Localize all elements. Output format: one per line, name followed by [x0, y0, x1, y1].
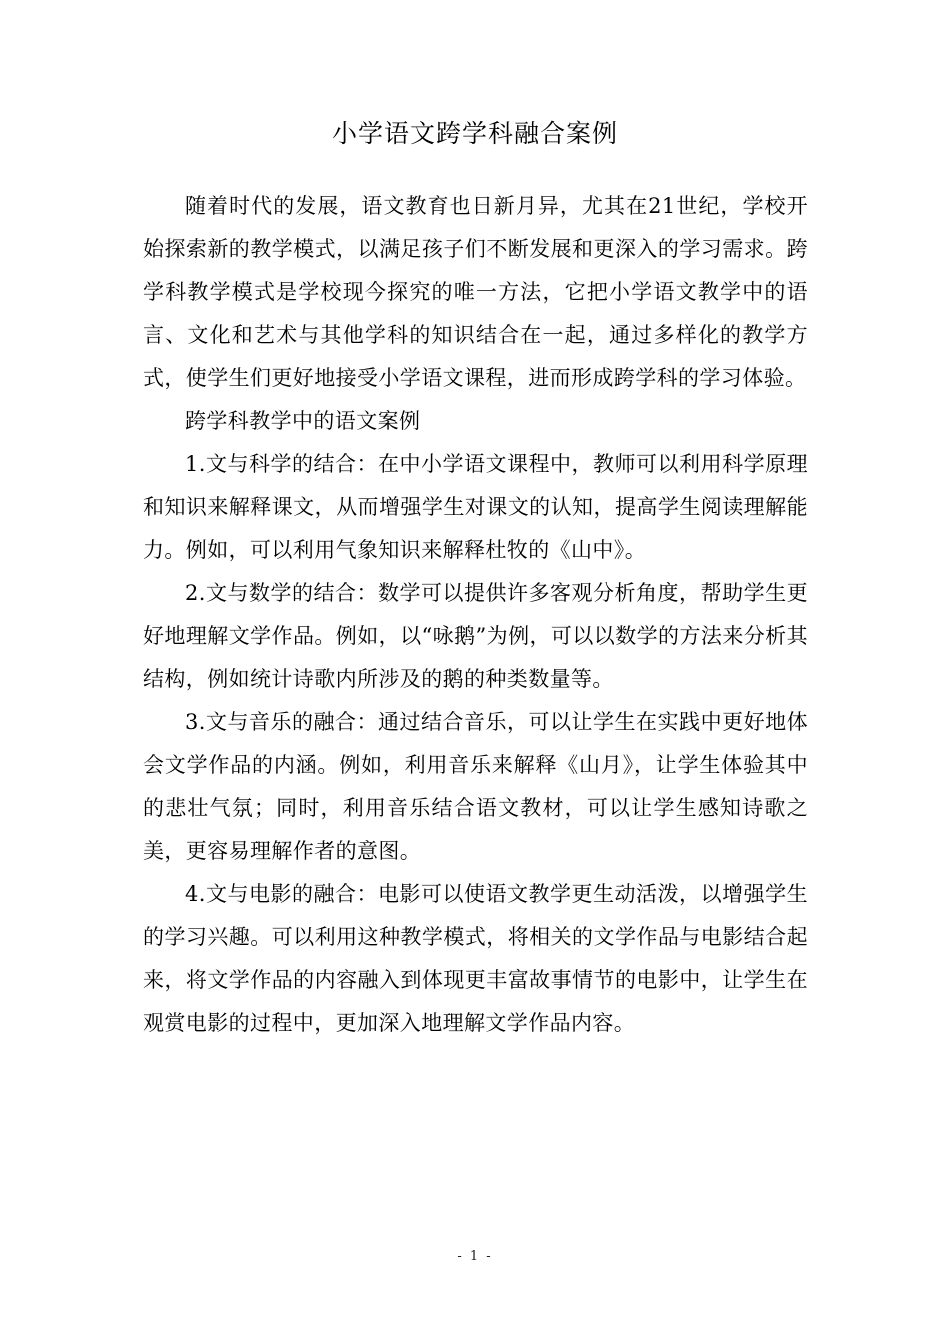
paragraph-case-film: 4.文与电影的融合：电影可以使语文教学更生动活泼，以增强学生的学习兴趣。可以利用这种教学模式，将相关的文学作品与电影结合起来，将文学作品的内容融入到体现更丰富故事情节的电影中，让学生在观赏电影的过程中，更加深入地理解文学作品内容。 [143, 882, 808, 1035]
document-body [143, 185, 808, 1045]
document-title: 小学语文跨学科融合案例 [331, 119, 618, 148]
paragraph-case-music: 3.文与音乐的融合：通过结合音乐，可以让学生在实践中更好地体会文学作品的内涵。例如，利用音乐来解释《山月》，让学生体验其中的悲壮气氛；同时，利用音乐结合语文教材，可以让学生感知诗歌之美，更容易理解作者的意图。 [143, 710, 808, 863]
paragraph-section-heading: 跨学科教学中的语文案例 [185, 409, 421, 433]
paragraph-intro: 随着时代的发展，语文教育也日新月异，尤其在21世纪，学校开始探索新的教学模式，以满足孩子们不断发展和更深入的学习需求。跨学科教学模式是学校现今探究的唯一方法，它把小学语文教学中的语言、文化和艺术与其他学科的知识结合在一起，通过多样化的教学方式，使学生们更好地接受小学语文课程，进而形成跨学科的学习体验。 [143, 194, 808, 390]
paragraph-case-science: 1.文与科学的结合：在中小学语文课程中，教师可以利用科学原理和知识来解释课文，从而增强学生对课文的认知，提高学生阅读理解能力。例如，可以利用气象知识来解释杜牧的《山中》。 [143, 452, 808, 562]
page-number: - 1 - [457, 1249, 493, 1264]
paragraph-case-math: 2.文与数学的结合：数学可以提供许多客观分析角度，帮助学生更好地理解文学作品。例如，以“咏鹅”为例，可以以数学的方法来分析其结构，例如统计诗歌内所涉及的鹅的种类数量等。 [143, 581, 808, 691]
